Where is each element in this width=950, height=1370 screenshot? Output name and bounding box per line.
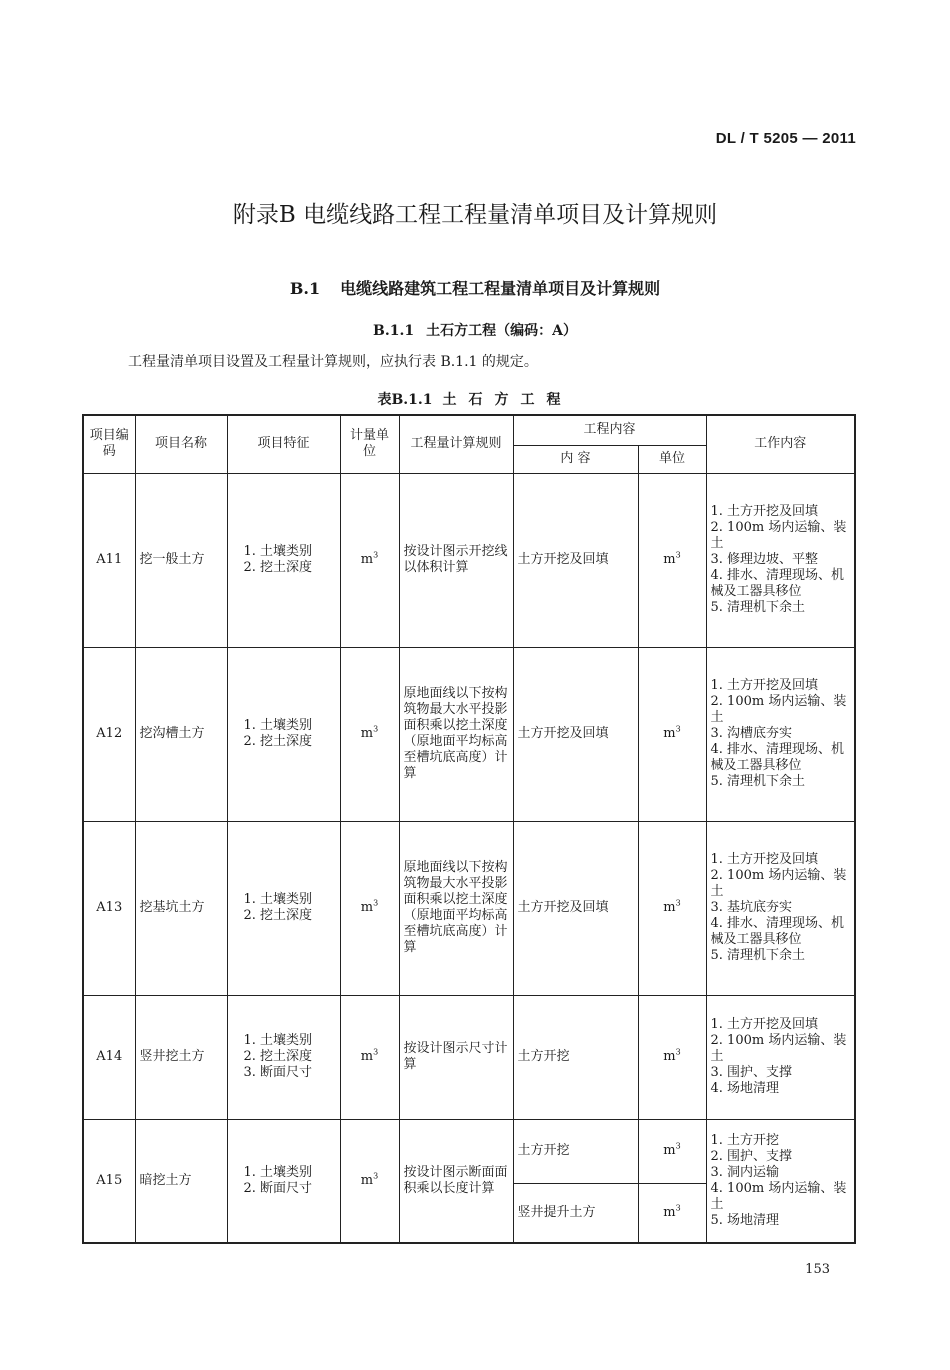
work-item: 5. 清理机下余土	[710, 774, 806, 789]
row-content-unit: $m^3$	[638, 473, 706, 647]
feature-item: 2. 挖土深度	[243, 560, 313, 575]
work-item: 4. 100m 场内运输、装土	[710, 1180, 847, 1212]
header-content: 内 容	[513, 445, 638, 473]
row-name: 暗挖土方	[135, 1119, 227, 1243]
row-code: A15	[83, 1119, 135, 1243]
row-content: 土方开挖及回填	[513, 473, 638, 647]
row-content-unit: $m^3$	[638, 821, 706, 995]
row-name: 挖沟槽土方	[135, 647, 227, 821]
header-work-content-group: 工程内容	[513, 415, 706, 445]
row-code: A14	[83, 995, 135, 1119]
work-item: 3. 修理边坡、平整	[710, 552, 819, 567]
work-item: 2. 围护、支撑	[710, 1148, 793, 1164]
work-item: 3. 基坑底夯实	[710, 900, 793, 915]
header-calc-rule: 工程量计算规则	[399, 415, 513, 473]
row-calc-rule: 原地面线以下按构筑物最大水平投影面积乘以挖土深度（原地面平均标高至槽坑底高度）计算	[399, 821, 513, 995]
work-item: 1. 土方开挖及回填	[710, 504, 819, 519]
table-row	[83, 995, 855, 1119]
work-item: 5. 清理机下余土	[710, 600, 806, 615]
row-content: 土方开挖及回填	[513, 647, 638, 821]
work-item: 4. 排水、清理现场、机械及工器具移位	[710, 742, 845, 773]
row-name: 挖一般土方	[135, 473, 227, 647]
row-work-scope	[706, 647, 855, 821]
row-content: 土方开挖及回填	[513, 821, 638, 995]
row-work-scope	[706, 473, 855, 647]
feature-item: 1. 土壤类别	[243, 1164, 313, 1180]
row-content: 竖井提升土方	[513, 1183, 638, 1243]
header-work-scope: 工作内容	[706, 415, 855, 473]
row-calc-rule: 按设计图示开挖线以体积计算	[399, 473, 513, 647]
feature-item: 2. 挖土深度	[243, 734, 313, 749]
row-content-unit: $m^3$	[638, 995, 706, 1119]
feature-item: 2. 断面尺寸	[243, 1180, 313, 1196]
table-caption	[0, 389, 950, 409]
row-content: 土方开挖	[513, 995, 638, 1119]
section-title: 电缆线路建筑工程工程量清单项目及计算规则	[340, 279, 661, 298]
standard-code: DL / T 5205 — 2011	[715, 130, 856, 147]
row-unit: $m^3$	[340, 995, 399, 1119]
row-calc-rule: 原地面线以下按构筑物最大水平投影面积乘以挖土深度（原地面平均标高至槽坑底高度）计算	[399, 647, 513, 821]
row-code: A12	[83, 647, 135, 821]
quantity-table	[82, 414, 856, 1244]
row-content-unit: $m^3$	[638, 1119, 706, 1183]
work-item: 5. 清理机下余土	[710, 948, 806, 963]
row-name: 竖井挖土方	[135, 995, 227, 1119]
row-unit: $m^3$	[340, 821, 399, 995]
row-work-scope	[706, 821, 855, 995]
work-item: 1. 土方开挖及回填	[710, 852, 819, 867]
feature-item: 1. 土壤类别	[243, 718, 313, 733]
feature-item: 2. 挖土深度	[243, 1049, 313, 1064]
table-row	[83, 821, 855, 995]
feature-item: 1. 土壤类别	[243, 544, 313, 559]
row-unit: $m^3$	[340, 1119, 399, 1243]
work-item: 4. 排水、清理现场、机械及工器具移位	[710, 916, 845, 947]
row-code: A11	[83, 473, 135, 647]
row-work-scope	[706, 1119, 855, 1243]
subsection-number: B.1.1	[373, 323, 415, 339]
work-item: 2. 100m 场内运输、装土	[710, 1033, 847, 1064]
header-content-unit: 单位	[638, 445, 706, 473]
work-item: 2. 100m 场内运输、装土	[710, 694, 847, 725]
feature-item: 2. 挖土深度	[243, 908, 313, 923]
row-features	[227, 647, 340, 821]
page-number: 153	[805, 1262, 830, 1277]
row-features	[227, 821, 340, 995]
row-unit: $m^3$	[340, 647, 399, 821]
work-item: 1. 土方开挖及回填	[710, 678, 819, 693]
feature-item: 1. 土壤类别	[243, 892, 313, 907]
feature-item: 1. 土壤类别	[243, 1033, 313, 1048]
row-features	[227, 995, 340, 1119]
row-features	[227, 1119, 340, 1243]
table-row	[83, 1119, 855, 1183]
work-item: 2. 100m 场内运输、装土	[710, 868, 847, 899]
row-work-scope	[706, 995, 855, 1119]
table-row	[83, 647, 855, 821]
work-item: 1. 土方开挖	[710, 1132, 780, 1148]
subsection-title: 土石方工程（编码：A）	[426, 323, 577, 339]
work-item: 1. 土方开挖及回填	[710, 1017, 819, 1032]
row-name: 挖基坑土方	[135, 821, 227, 995]
work-item: 4. 场地清理	[710, 1081, 780, 1096]
work-item: 4. 排水、清理现场、机械及工器具移位	[710, 568, 845, 599]
intro-paragraph: 工程量清单项目设置及工程量计算规则，应执行表 B.1.1 的规定。	[128, 354, 538, 370]
row-unit: $m^3$	[340, 473, 399, 647]
header-code: 项目编码	[83, 415, 135, 473]
work-item: 3. 洞内运输	[710, 1164, 780, 1180]
row-content-unit: $m^3$	[638, 647, 706, 821]
table-caption-label: 表B.1.1	[377, 392, 433, 408]
table-row	[83, 473, 855, 647]
table-caption-title: 土石方工程	[442, 392, 573, 408]
work-item: 5. 场地清理	[710, 1212, 780, 1228]
row-calc-rule: 按设计图示断面面积乘以长度计算	[399, 1119, 513, 1243]
header-unit: 计量单位	[340, 415, 399, 473]
appendix-title: 附录B 电缆线路工程工程量清单项目及计算规则	[232, 202, 718, 228]
row-code: A13	[83, 821, 135, 995]
work-item: 3. 沟槽底夯实	[710, 726, 793, 741]
section-number: B.1	[289, 279, 321, 298]
section-heading	[0, 276, 950, 299]
header-features: 项目特征	[227, 415, 340, 473]
feature-item: 3. 断面尺寸	[243, 1065, 313, 1080]
header-name: 项目名称	[135, 415, 227, 473]
row-content: 土方开挖	[513, 1119, 638, 1183]
table-header-row	[83, 415, 855, 445]
work-item: 2. 100m 场内运输、装土	[710, 520, 847, 551]
subsection-heading	[0, 320, 950, 340]
row-features	[227, 473, 340, 647]
row-calc-rule: 按设计图示尺寸计算	[399, 995, 513, 1119]
row-content-unit: $m^3$	[638, 1183, 706, 1243]
work-item: 3. 围护、支撑	[710, 1065, 793, 1080]
